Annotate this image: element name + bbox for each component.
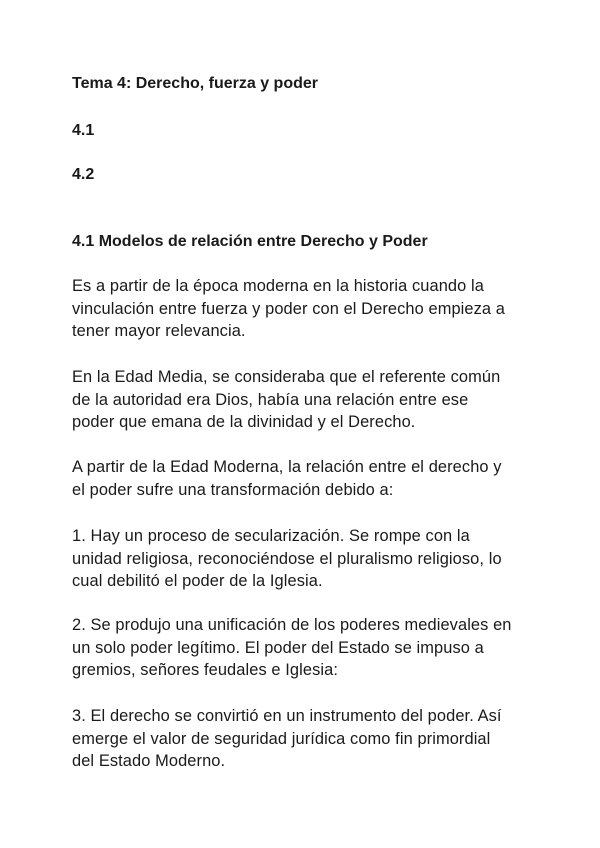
toc-item-4-1: 4.1 <box>72 122 95 139</box>
toc-item-4-2: 4.2 <box>72 166 95 183</box>
paragraph-line: 2. Se produjo una unificación de los poderes medievales en <box>72 616 512 634</box>
paragraph-line: del Estado Moderno. <box>72 752 226 770</box>
paragraph-line: un solo poder legítimo. El poder del Estado se impuso a <box>72 638 484 657</box>
list-item-1 <box>72 525 532 593</box>
paragraph-line: A partir de la Edad Moderna, la relación entre el derecho y <box>72 458 502 476</box>
paragraph-line: emerge el valor de seguridad jurídica como fin primordial <box>72 729 491 748</box>
paragraph-intro <box>72 275 532 343</box>
paragraph-line: gremios, señores feudales e Iglesia: <box>72 661 338 679</box>
list-item-2 <box>72 614 532 682</box>
paragraph-line: 3. El derecho se convirtió en un instrumento del poder. Así <box>72 707 502 725</box>
paragraph-line: vinculación entre fuerza y poder con el Derecho empieza a <box>72 299 506 318</box>
paragraph-line: En la Edad Media, se consideraba que el referente común <box>72 368 501 386</box>
list-item-3 <box>72 705 532 773</box>
main-heading: Tema 4: Derecho, fuerza y poder <box>72 75 318 92</box>
paragraph-line: el poder sufre una transformación debido a: <box>72 480 394 499</box>
paragraph-line: unidad religiosa, reconociéndose el pluralismo religioso, lo <box>72 549 502 568</box>
paragraph-edad-media <box>72 366 532 434</box>
paragraph-line: 1. Hay un proceso de secularización. Se rompe con la <box>72 527 470 545</box>
paragraph-edad-moderna <box>72 456 532 501</box>
paragraph-line: Es a partir de la época moderna en la historia cuando la <box>72 277 484 295</box>
paragraph-line: tener mayor relevancia. <box>72 322 246 340</box>
paragraph-line: cual debilitó el poder de la Iglesia. <box>72 572 323 590</box>
section-heading: 4.1 Modelos de relación entre Derecho y Poder <box>72 233 428 250</box>
paragraph-line: de la autoridad era Dios, había una relación entre ese <box>72 390 469 409</box>
paragraph-line: poder que emana de la divinidad y el Derecho. <box>72 413 416 431</box>
